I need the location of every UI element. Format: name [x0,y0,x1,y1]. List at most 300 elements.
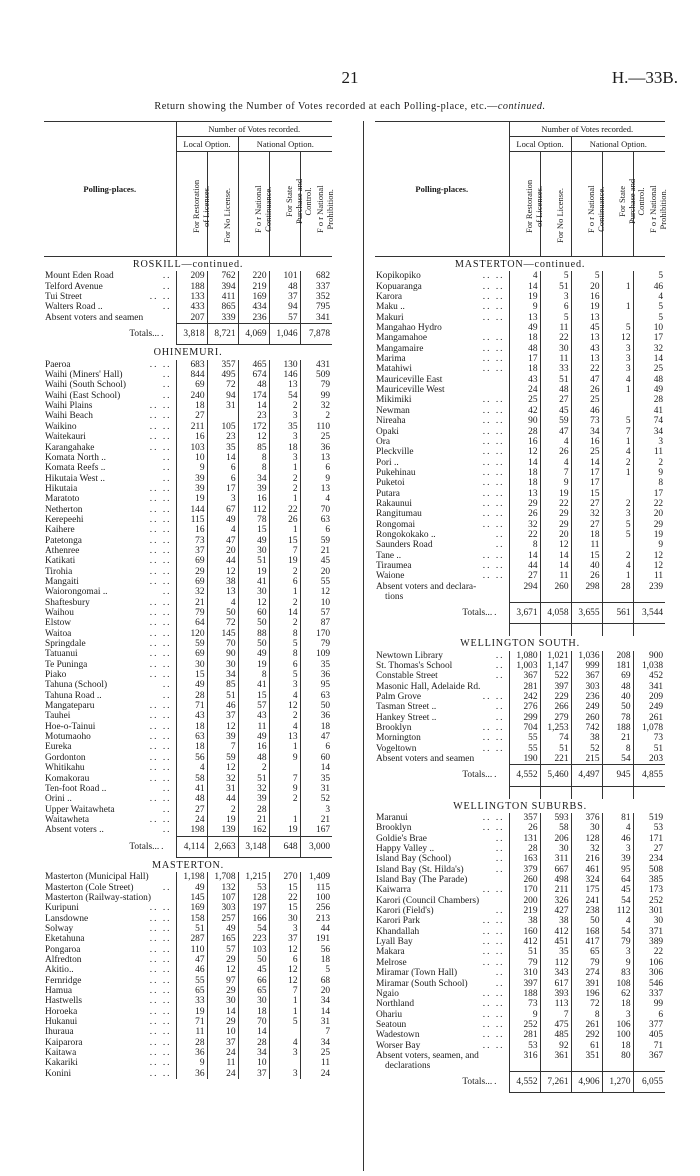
vote-count: 32 [571,509,602,519]
vote-count: 49 [509,323,540,333]
vote-count: 14 [509,551,540,561]
vote-count: 12 [269,701,300,711]
vote-count: 393 [540,989,571,999]
vote-count: 14 [300,763,332,773]
vote-count: 79 [300,380,332,390]
vote-count: 74 [633,416,665,426]
vote-count: 21 [300,815,332,825]
spacer-row [375,624,665,637]
vote-count: 221 [540,754,571,765]
vote-count: 51 [633,744,665,754]
vote-count: 249 [571,702,602,712]
vote-count: 57 [269,313,300,324]
column-header-label: For Restoration of Licenses. [523,179,543,233]
vote-count: 15 [269,883,300,893]
vote-count: 28 [509,427,540,437]
polling-place-name [44,608,176,618]
vote-count: 341 [633,682,665,692]
spacer-cell [540,624,571,637]
leader-dots: .. .. [482,292,505,303]
vote-count: 36 [300,670,332,680]
vote-count: 5 [571,271,602,281]
vote-count: 6 [540,302,571,312]
polling-place-label: Ten-foot Road .. [45,783,107,794]
table-row [375,333,665,343]
polling-place-name [375,661,509,671]
table-header-right [375,122,668,257]
vote-count: 19 [269,556,300,566]
vote-count: 9 [176,1058,207,1068]
table-row [44,996,332,1006]
polling-place-name [44,598,176,608]
vote-count: 16 [176,432,207,442]
vote-count: 3,818 [176,324,207,345]
totals-row [44,836,332,857]
table-row [44,732,332,742]
vote-count: 30 [238,587,269,597]
vote-count: 51 [176,924,207,934]
vote-count: 3 [602,354,633,364]
polling-place-label: Masterton (Municipal Hall) [45,872,149,883]
right-table-column [375,121,668,1093]
polling-place-name [44,505,176,515]
vote-count: 55 [176,976,207,986]
table-row [375,427,665,437]
vote-count: 28 [238,1038,269,1048]
table-row [44,302,332,312]
vote-count: 411 [207,292,238,302]
table-row [44,587,332,597]
polling-place-label: Seatoun [376,1019,407,1030]
leader-dots: .. .. [482,395,505,406]
vote-count: 2 [269,618,300,628]
leader-dots: .. [162,370,172,381]
vote-count: 37 [269,934,300,944]
polling-place-name [375,499,509,509]
polling-place-name [44,670,176,680]
vote-count: 71 [176,1017,207,1027]
vote-count: 11 [633,447,665,457]
vote-count: 24 [207,1048,238,1058]
vote-count: 12 [269,976,300,986]
vote-count: 287 [176,934,207,944]
vote-count: 162 [238,825,269,836]
polling-place-label: Wadestown [376,1030,420,1041]
vote-count: 593 [540,813,571,823]
leader-dots: .. .. [482,885,505,896]
vote-count: 13 [300,484,332,494]
vote-count: 190 [509,754,540,765]
vote-count: 31 [207,784,238,794]
vote-count: 5 [633,271,665,281]
vote-count: 1 [602,571,633,581]
vote-count: 2,663 [207,836,238,857]
vote-count: 19 [176,494,207,504]
vote-count: 48 [176,794,207,804]
vote-count: 29 [207,1017,238,1027]
polling-place-name [375,865,509,875]
polling-place-label: Maratoto [45,494,80,505]
vote-count: 40 [602,692,633,702]
vote-count: 379 [509,865,540,875]
vote-count: 1,080 [509,651,540,661]
leader-dots: .. .. [149,483,172,494]
column-header [269,152,313,257]
vote-count: 4 [269,722,300,732]
leader-dots: .. .. [482,947,505,958]
leader-dots: .. [162,463,172,474]
leader-dots: .. [156,841,166,852]
table-row [375,723,665,733]
vote-count: 18 [571,530,602,540]
polling-place-label: Happy Valley .. [376,844,435,855]
vote-count: 16 [176,525,207,535]
vote-count: 742 [571,723,602,733]
vote-count: 1 [269,525,300,535]
leader-dots: .. [495,864,505,875]
polling-place-label: Tirohia [45,566,73,577]
column-header-label: For No License. [221,187,232,243]
totals-label [375,765,509,786]
vote-count: 249 [633,702,665,712]
vote-count: 6 [269,577,300,587]
polling-place-label: Rangitumau [376,509,422,520]
table-row [375,968,665,978]
vote-count: 20 [633,509,665,519]
leader-dots: .. .. [149,670,172,681]
vote-count: 69 [176,577,207,587]
totals-row [375,602,665,623]
polling-place-label: Saunders Road [376,540,433,551]
vote-count: 188 [509,989,540,999]
polling-place-name [44,872,176,882]
vote-count: 59 [207,753,238,763]
polling-place-name [44,691,176,701]
spacer-cell [571,624,602,637]
leader-dots: .. [495,978,505,989]
vote-count: 128 [238,893,269,903]
vote-count: 106 [633,958,665,968]
polling-place-label: Karori Park [376,916,420,927]
polling-place-label: Hoe-o-Tainui [45,721,96,732]
vote-count: 21 [238,815,269,825]
polling-place-name [44,649,176,659]
polling-place-name [375,733,509,743]
vote-count: 68 [300,976,332,986]
vote-count: 252 [509,1020,540,1030]
vote-count: 417 [571,937,602,947]
vote-count: 203 [633,754,665,765]
vote-count: 397 [540,682,571,692]
column-separator [363,121,364,1171]
vote-count: 1 [269,494,300,504]
vote-count: 357 [509,813,540,823]
continuation-row [375,592,665,602]
polling-place-name [44,422,176,432]
vote-count: 18 [509,468,540,478]
empty-cell [509,1061,540,1071]
vote-count: 900 [633,651,665,661]
vote-count: 206 [540,834,571,844]
vote-count: 37 [269,292,300,302]
vote-count: 20 [300,567,332,577]
vote-count: 64 [176,618,207,628]
vote-count: 25 [633,364,665,374]
vote-count: 3 [207,494,238,504]
vote-count: 351 [571,1051,602,1061]
polling-place-name [44,903,176,913]
polling-place-name [375,385,509,395]
vote-count: 361 [540,1051,571,1061]
vote-count: 6 [633,1010,665,1020]
polling-place-label: Ora [376,436,391,447]
vote-count: 9 [633,540,665,550]
vote-count: 69 [602,671,633,681]
vote-count: 172 [238,422,269,432]
table-row [44,1048,332,1058]
vote-count: 260 [540,582,571,592]
vote-count: 3,000 [300,836,332,857]
vote-count: 81 [602,813,633,823]
vote-count: 4 [509,271,540,281]
vote-count: 4 [207,598,238,608]
polling-place-name [44,1069,176,1079]
leader-dots: .. .. [149,773,172,784]
polling-place-name [44,271,176,281]
polling-place-name [44,380,176,390]
vote-count: 54 [238,924,269,934]
table-row [375,1020,665,1030]
table-row [44,546,332,556]
leader-dots: .. [162,804,172,815]
polling-place-label: Solway [45,923,74,934]
vote-count: 51 [238,774,269,784]
vote-count: 1,198 [176,872,207,882]
vote-count: 169 [176,903,207,913]
vote-count: 17 [571,468,602,478]
polling-place-label: Piako [45,670,67,681]
polling-place-name [375,844,509,854]
vote-count: 10 [238,1058,269,1068]
vote-count: 128 [571,834,602,844]
vote-count [602,271,633,281]
vote-count: 63 [176,732,207,742]
vote-count: 4,497 [571,765,602,786]
table-row [44,701,332,711]
polling-place-name [375,823,509,833]
polling-place-label: Hukanui [45,1017,78,1028]
vote-count: 18 [602,999,633,1009]
polling-place-label: Constable Street [376,671,438,682]
table-row [44,872,332,882]
leader-dots: .. [162,452,172,463]
polling-place-name [375,875,509,885]
leader-dots: .. .. [149,545,172,556]
vote-count: 260 [509,875,540,885]
polling-place-label: Island Bay (School) [376,854,451,865]
vote-count: 196 [571,989,602,999]
vote-count: 4 [602,447,633,457]
vote-count: 57 [207,945,238,955]
vote-count: 51 [540,375,571,385]
polling-place-name [44,805,176,815]
polling-place-name [44,302,176,312]
vote-count: 16 [238,494,269,504]
polling-place-label: Opaki [376,426,399,437]
leader-dots: .. [495,660,505,671]
polling-place-name [375,958,509,968]
leader-dots: .. .. [482,916,505,927]
local-option-header: Local Option. [509,137,571,152]
vote-count: 303 [207,903,238,913]
table-row [44,680,332,690]
polling-place-name [44,732,176,742]
table-row [375,489,665,499]
vote-count: 34 [300,1038,332,1048]
vote-count: 316 [509,1051,540,1061]
polling-place-label: Masterton (Cole Street) [45,882,134,893]
vote-count: 211 [176,422,207,432]
leader-dots: .. .. [149,955,172,965]
vote-count: 145 [207,629,238,639]
polling-place-label: Totals.. [462,770,490,781]
totals-label [44,836,176,857]
vote-count: 14 [509,282,540,292]
vote-count: 43 [509,375,540,385]
vote-count: 46 [207,701,238,711]
polling-place-label: Waiorongomai .. [45,587,108,598]
vote-count: 3 [633,437,665,447]
polling-place-name [375,927,509,937]
vote-count: 72 [207,618,238,628]
table-row [375,896,665,906]
polling-place-name [44,536,176,546]
leader-dots: .. .. [482,999,505,1010]
vote-count: 12 [207,722,238,732]
table-row [44,815,332,825]
vote-count: 12 [540,540,571,550]
vote-count: 3 [269,924,300,934]
vote-count: 11 [176,1027,207,1037]
polling-place-name [375,540,509,550]
vote-count: 103 [176,443,207,453]
vote-count: 50 [238,955,269,965]
table-row [375,551,665,561]
vote-count [269,1058,300,1068]
vote-count: 27 [571,520,602,530]
table-row [375,906,665,916]
vote-count: 6 [269,955,300,965]
number-of-votes-header: Number of Votes recorded. [509,122,665,137]
table-row [375,661,665,671]
polling-place-label: Pukehinau [376,467,416,478]
vote-count: 4 [602,823,633,833]
vote-count [269,805,300,815]
table-row [375,458,665,468]
vote-count: 49 [238,732,269,742]
vote-count: 36 [300,711,332,721]
vote-count [602,292,633,302]
vote-count: 188 [176,282,207,292]
vote-count: 6 [207,463,238,473]
vote-count: 65 [238,986,269,996]
vote-count: 25 [300,432,332,442]
leader-dots: .. [495,854,505,865]
vote-count: 844 [176,370,207,380]
polling-place-label: Rongokokako .. [376,529,436,540]
table-row [44,649,332,659]
polling-place-name [44,711,176,721]
leader-dots: .. [162,825,172,836]
vote-count: 10 [207,1027,238,1037]
vote-count: 170 [300,629,332,639]
leader-dots: .. [162,882,172,893]
vote-count: 234 [633,854,665,864]
polling-place-label: Komata North .. [45,452,106,463]
table-row [44,903,332,913]
vote-count: 44 [300,924,332,934]
leader-dots: .. .. [149,923,172,934]
vote-count: 88 [238,629,269,639]
table-row [44,763,332,773]
polling-place-name [44,618,176,628]
polling-place-label: Waihi (South School) [45,380,127,391]
vote-count: 49 [176,680,207,690]
vote-count: 3 [269,1048,300,1058]
vote-count: 45 [300,556,332,566]
vote-count: 14 [238,401,269,411]
polling-place-name [44,1048,176,1058]
vote-count: 4,906 [571,1072,602,1093]
national-option-header: National Option. [571,137,665,152]
polling-place-name [375,406,509,416]
vote-count: 69 [176,649,207,659]
vote-count: 427 [540,906,571,916]
polling-place-name [375,344,509,354]
vote-count: 4,114 [176,836,207,857]
table-row [44,577,332,587]
vote-count: 160 [509,927,540,937]
vote-count: 7 [207,742,238,752]
vote-count: 240 [176,391,207,401]
vote-count: 3 [269,1069,300,1079]
vote-count: 14 [540,561,571,571]
polling-place-label: Absent voters and seamen [45,312,144,323]
vote-count: 219 [509,906,540,916]
vote-count: 1,003 [509,661,540,671]
polling-place-label: Absent voters, seamen, and [376,1050,479,1061]
vote-count: 28 [602,582,633,592]
table-row [44,742,332,752]
vote-count: 24 [300,1069,332,1079]
vote-count: 11 [300,1058,332,1068]
table-row [375,571,665,581]
vote-count: 13 [571,354,602,364]
column-header [602,152,646,257]
polling-place-name [44,965,176,975]
polling-place-label: Eketahuna [45,934,85,945]
polling-place-label: Mangamaire [376,343,424,354]
vote-count [602,313,633,323]
vote-count: 130 [269,360,300,370]
vote-count: 561 [602,602,633,623]
vote-count: 7 [269,774,300,784]
vote-count: 281 [509,682,540,692]
polling-place-name [44,794,176,804]
vote-count: 279 [540,713,571,723]
vote-count: 341 [300,313,332,324]
votes-table-right [375,121,668,1093]
